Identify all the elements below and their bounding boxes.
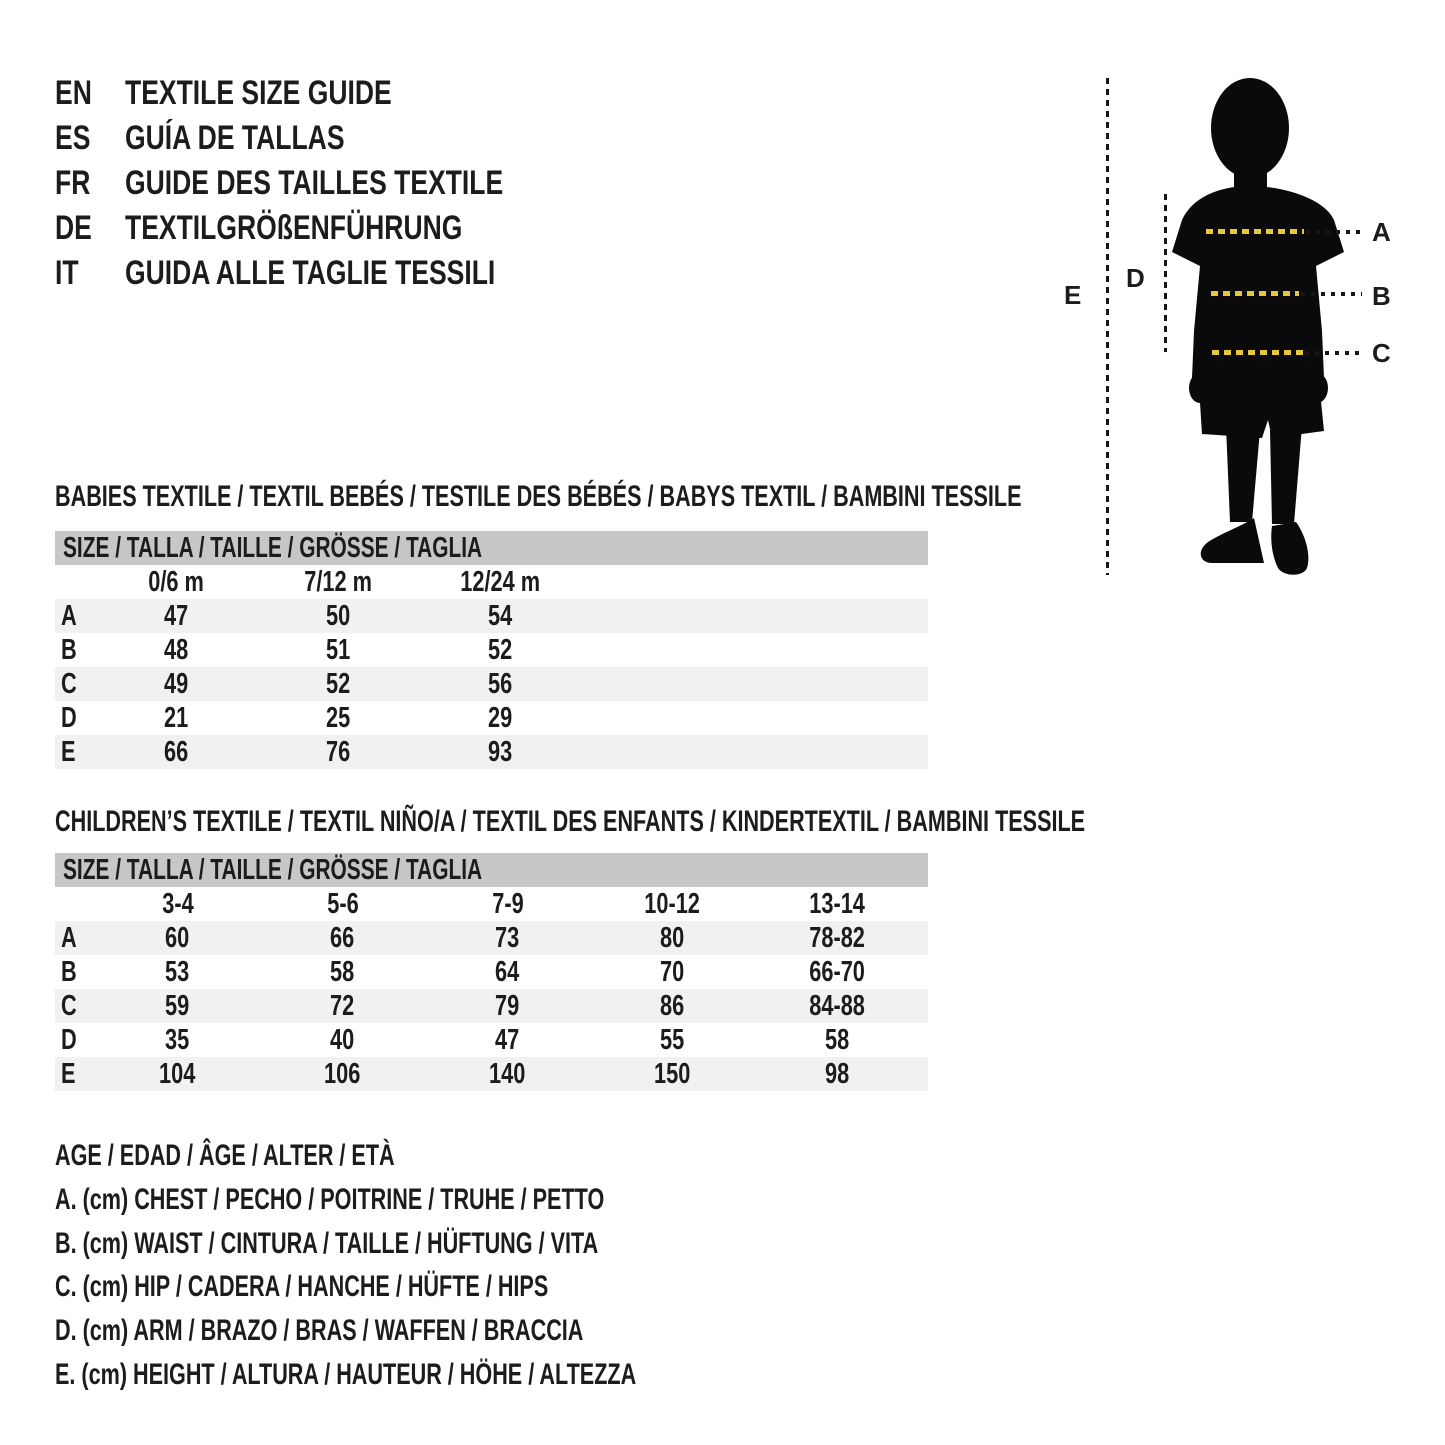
row-label: C (61, 989, 77, 1022)
guide-title: GUÍA DE TALLAS (125, 118, 345, 157)
table-cell: 51 (325, 633, 351, 666)
table-cell: 150 (654, 1057, 691, 1090)
table-cell: 84-88 (809, 989, 866, 1022)
table-cell: 55 (660, 1023, 685, 1056)
table-row (55, 667, 928, 701)
table-cell: 58 (330, 955, 355, 988)
table-cell: 47 (163, 599, 189, 632)
table-cell: 54 (487, 599, 513, 632)
measure-label-a: A (1372, 217, 1391, 247)
column-header: 12/24 m (460, 565, 540, 598)
table-cell: 59 (165, 989, 190, 1022)
lang-line-it (55, 253, 600, 292)
row-label: B (61, 633, 77, 666)
table-cell: 140 (489, 1057, 526, 1090)
measure-label-b: B (1372, 281, 1391, 311)
column-header: 5-6 (326, 887, 359, 920)
table-row (55, 633, 928, 667)
table-cell: 66 (330, 921, 355, 954)
legend-line-waist: B. (cm) WAIST / CINTURA / TAILLE / HÜFTUNG / VITA (55, 1227, 599, 1260)
legend-line-age: AGE / EDAD / ÂGE / ALTER / ETÀ (55, 1139, 395, 1172)
guide-title: GUIDA ALLE TAGLIE TESSILI (125, 253, 496, 292)
guide-title: TEXTILGRÖßENFÜHRUNG (125, 208, 463, 247)
waist-measure-dots-b (1301, 292, 1362, 296)
lang-code: ES (55, 118, 91, 157)
table-row (55, 955, 928, 989)
waist-measure-dash-b (1211, 291, 1299, 296)
table-cell: 40 (330, 1023, 355, 1056)
table-cell: 58 (825, 1023, 850, 1056)
babies-section-title: BABIES TEXTILE / TEXTIL BEBÉS / TESTILE DES BÉBÉS / BABYS TEXTIL / BAMBINI TESSILE (55, 480, 1022, 513)
table-row (55, 989, 928, 1023)
row-label: B (61, 955, 77, 988)
lang-line-es (55, 118, 406, 157)
row-label: C (61, 667, 77, 700)
column-header: 7-9 (491, 887, 524, 920)
hip-measure-dots-c (1305, 351, 1362, 355)
table-cell: 21 (163, 701, 189, 734)
table-cell: 56 (487, 667, 513, 700)
table-row (55, 599, 928, 633)
table-cell: 64 (495, 955, 520, 988)
row-label: D (61, 1023, 77, 1056)
lang-code: FR (55, 163, 91, 202)
table-cell: 78-82 (809, 921, 866, 954)
measure-label-c: C (1372, 338, 1391, 368)
column-header: 3-4 (161, 887, 194, 920)
table-cell: 47 (495, 1023, 520, 1056)
table-cell: 72 (330, 989, 355, 1022)
column-header: 10-12 (644, 887, 701, 920)
guide-title: GUIDE DES TAILLES TEXTILE (125, 163, 504, 202)
table-cell: 60 (165, 921, 190, 954)
table-cell: 93 (487, 735, 513, 768)
column-header: 0/6 m (148, 565, 204, 598)
table-cell: 52 (487, 633, 513, 666)
lang-code: IT (55, 253, 79, 292)
arm-measure-line-d (1164, 194, 1167, 352)
chest-measure-dash-a (1206, 229, 1304, 234)
table-cell: 66 (163, 735, 189, 768)
table-cell: 49 (163, 667, 189, 700)
table-row (55, 921, 928, 955)
table-cell: 29 (487, 701, 513, 734)
babies-column-header-row (55, 565, 928, 599)
legend-line-chest: A. (cm) CHEST / PECHO / POITRINE / TRUHE / PETTO (55, 1183, 605, 1216)
table-cell: 98 (825, 1057, 850, 1090)
table-cell: 50 (325, 599, 351, 632)
lang-code: DE (55, 208, 92, 247)
table-row (55, 1023, 928, 1057)
babies-size-header-bar: SIZE / TALLA / TAILLE / GRÖSSE / TAGLIA (55, 531, 928, 565)
guide-title: TEXTILE SIZE GUIDE (125, 73, 392, 112)
table-row (55, 701, 928, 735)
table-cell: 106 (324, 1057, 361, 1090)
lang-line-fr (55, 163, 610, 202)
chest-measure-dots-a (1306, 230, 1362, 234)
table-row (55, 735, 928, 769)
lang-code: EN (55, 73, 92, 112)
table-cell: 53 (165, 955, 190, 988)
lang-line-de (55, 208, 558, 247)
children-column-header-row (55, 887, 928, 921)
lang-line-en (55, 73, 467, 112)
table-cell: 79 (495, 989, 520, 1022)
table-cell: 35 (165, 1023, 190, 1056)
hip-measure-dash-c (1212, 350, 1304, 355)
children-size-header-bar: SIZE / TALLA / TAILLE / GRÖSSE / TAGLIA (55, 853, 928, 887)
measure-label-d: D (1126, 263, 1145, 293)
table-cell: 104 (159, 1057, 196, 1090)
row-label: E (61, 1057, 76, 1090)
row-label: E (61, 735, 76, 768)
row-label: A (61, 921, 77, 954)
table-cell: 70 (660, 955, 685, 988)
table-cell: 66-70 (809, 955, 866, 988)
legend-line-arm: D. (cm) ARM / BRAZO / BRAS / WAFFEN / BRACCIA (55, 1314, 584, 1347)
row-label: D (61, 701, 77, 734)
table-cell: 80 (660, 921, 685, 954)
children-section-title: CHILDREN’S TEXTILE / TEXTIL NIÑO/A / TEXTIL DES ENFANTS / KINDERTEXTIL / BAMBINI TESSILE (55, 805, 1086, 838)
legend-line-hip: C. (cm) HIP / CADERA / HANCHE / HÜFTE / HIPS (55, 1270, 549, 1303)
legend-line-height: E. (cm) HEIGHT / ALTURA / HAUTEUR / HÖHE / ALTEZZA (55, 1358, 637, 1391)
table-cell: 25 (325, 701, 351, 734)
table-cell: 76 (325, 735, 351, 768)
column-header: 13-14 (809, 887, 866, 920)
column-header: 7/12 m (304, 565, 372, 598)
row-label: A (61, 599, 77, 632)
table-cell: 52 (325, 667, 351, 700)
table-cell: 48 (163, 633, 189, 666)
measure-label-e: E (1064, 280, 1082, 310)
table-cell: 86 (660, 989, 685, 1022)
table-cell: 73 (495, 921, 520, 954)
table-row (55, 1057, 928, 1091)
